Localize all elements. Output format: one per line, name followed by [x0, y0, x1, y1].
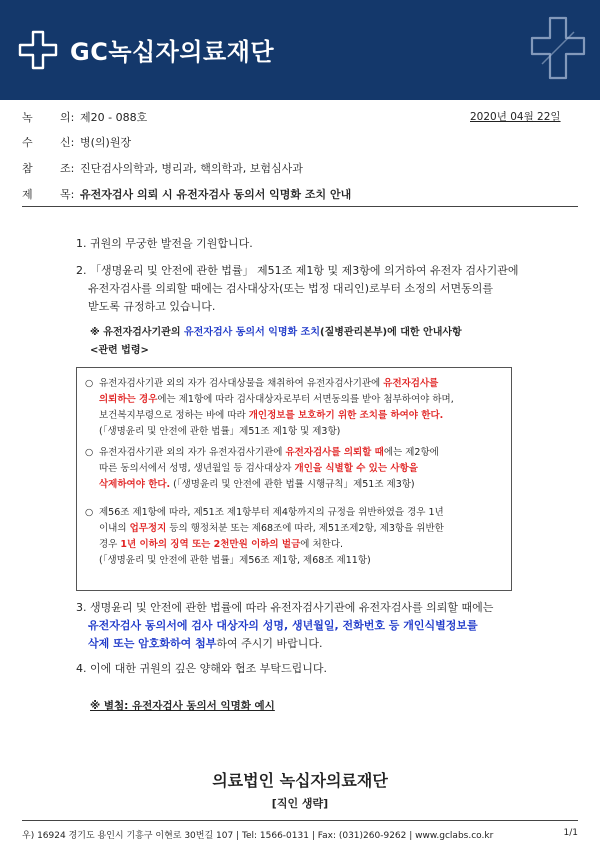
page-number: 1/1 [563, 828, 578, 838]
reference-label-2: 조: [60, 162, 75, 175]
letterhead-banner [0, 0, 600, 100]
footer-address: 우) 16924 경기도 용인시 기흥구 이현로 30번길 107 [22, 831, 234, 841]
cross-shape-icon [18, 30, 58, 70]
decorative-cross-icon [528, 14, 588, 84]
paragraph-2-line-2: 유전자검사를 의뢰할 때에는 검사대상자(또는 법정 대리인)로부터 소정의 서면동의를 [88, 282, 493, 295]
paragraph-3 [76, 599, 586, 653]
paragraph-3-line-2: 유전자검사 동의서에 검사 대상자의 성명, 생년월일, 전화번호 등 개인식별정보를 [88, 619, 478, 632]
footer-website: www.gclabs.co.kr [415, 831, 494, 841]
paragraph-1: 1. 귀원의 무궁한 발전을 기원합니다. [76, 237, 253, 250]
subject-value: 유전자검사 의뢰 시 유전자검사 동의서 익명화 조치 안내 [80, 188, 352, 201]
attachment-note: ※ 별첨: 유전자검사 동의서 익명화 예시 [90, 700, 275, 712]
reference-value: 진단검사의학과, 병리과, 핵의학과, 보험심사과 [80, 162, 303, 175]
doc-number-label-1: 녹 [22, 111, 33, 124]
organization-name: 의료법인 녹십자의료재단 [212, 771, 388, 790]
reference-label-1: 참 [22, 162, 33, 175]
doc-number-label-2: 의: [60, 111, 75, 124]
recipient-label-2: 신: [60, 136, 75, 149]
doc-number-value: 제20 - 088호 [80, 111, 148, 124]
bullet: ○ [85, 447, 94, 458]
paragraph-3-line-1: 3. 생명윤리 및 안전에 관한 법률에 따라 유전자검사기관에 유전자검사를 의뢰할 때에는 [76, 601, 494, 614]
law-item-2-text: 유전자검사기관 외의 자가 유전자검사기관에 유전자검사를 의뢰할 때에는 제2항에 따른 동의서에서 성명, 생년월일 등 검사대상자 개인을 식별할 수 있는 사항을 삭제하여야 한다. (「생명윤리 및 안전에 관한 법률 시행규칙」제51조 제3항) [99, 447, 439, 490]
footer-contact: 우) 16924 경기도 용인시 기흥구 이현로 30번길 107 | Tel: 1566-0131 | Fax: (031)260-9262 | www.gclabs.co.kr 1/1 [22, 828, 578, 841]
subject-label-2: 목: [60, 188, 75, 201]
law-item-1 [85, 376, 505, 440]
subject-label-1: 제 [22, 188, 33, 201]
law-item-3-text: 제56조 제1항에 따라, 제51조 제1항부터 제4항까지의 규정을 위반하였을 경우 1년 이내의 업무정지 등의 행정처분 또는 제68조에 따라, 제51조제2항, 제3항을 위반한 경우 1년 이하의 징역 또는 2천만원 이하의 벌금에 처한다. (「생명윤리 및 안전에 관한 법률」제56조 제1항, 제68조 제11항) [99, 507, 444, 566]
paragraph-2-line-1: 2. 「생명윤리 및 안전에 관한 법률」 제51조 제1항 및 제3항에 의거하여 유전자 검사기관에 [76, 264, 519, 277]
law-item-2 [85, 445, 505, 493]
notice-prefix: ※ 유전자검사기관의 [90, 327, 184, 338]
law-box [76, 367, 512, 591]
bullet: ○ [85, 507, 94, 518]
notice-heading [90, 324, 462, 342]
footer-divider [22, 820, 578, 821]
notice-suffix: (질병관리본부)에 대한 안내사항 [320, 327, 462, 338]
paragraph-2 [76, 262, 576, 316]
paragraph-2-line-3: 받도록 규정하고 있습니다. [88, 300, 216, 313]
law-label: <관련 법령> [90, 345, 149, 356]
recipient-value: 병(의)원장 [80, 136, 132, 149]
footer-fax: Fax: (031)260-9262 [317, 831, 407, 841]
seal-omitted-note: [직인 생략] [271, 797, 329, 810]
law-item-3 [85, 505, 505, 569]
paragraph-3-line-3: 삭제 또는 암호화하여 첨부하여 주시기 바랍니다. [88, 637, 323, 650]
law-item-1-text: 유전자검사기관 외의 자가 검사대상물을 채취하여 유전자검사기관에 유전자검사를 의뢰하는 경우에는 제1항에 따라 검사대상자로부터 서면동의를 받아 첨부하여야 하며, 보건복지부령으로 정하는 바에 따라 개인정보를 보호하기 위한 조치를 하여야 한다. (「생명윤리 및 안전에 관한 법률」제51조 제1항 및 제3항) [99, 378, 454, 437]
recipient-label-1: 수 [22, 136, 33, 149]
logo-text: GC녹십자의료재단 [70, 38, 275, 66]
header-divider [22, 206, 578, 207]
footer-tel: Tel: 1566-0131 [242, 831, 309, 841]
paragraph-4: 4. 이에 대한 귀원의 깊은 양해와 협조 부탁드립니다. [76, 662, 327, 675]
issue-date: 2020년 04월 22일 [470, 111, 561, 123]
bullet: ○ [85, 378, 94, 389]
notice-highlight: 유전자검사 동의서 익명화 조치 [183, 327, 320, 338]
